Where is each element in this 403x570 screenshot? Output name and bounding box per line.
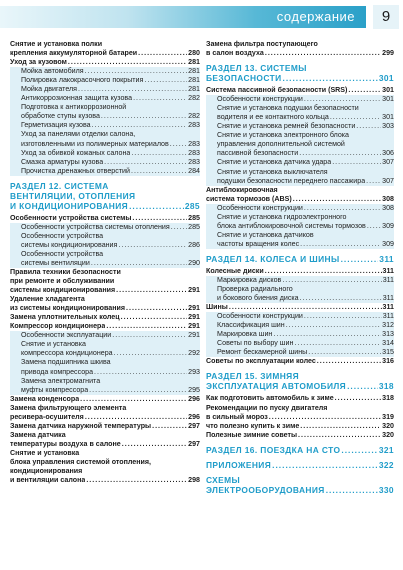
toc-entry-title: Особенности конструкции [217,312,303,321]
toc-entry-title: привода компрессора [21,367,94,376]
toc-entry-line: Снятие и установка полки [10,40,103,48]
dot-leader [152,422,187,431]
dot-leader [68,58,187,67]
toc-entry-title: в сильный мороз [206,412,268,421]
toc-entry-title: Особенности конструкции [217,203,303,212]
toc-entry[interactable] [10,140,200,149]
toc-entry[interactable] [10,313,200,322]
section-heading-line: СХЕМЫ [206,474,241,485]
toc-entry-title: Маркировка шин [217,330,273,339]
dot-leader [89,386,187,395]
dot-leader [78,85,187,94]
toc-entry-line: Замена фильтра поступающего [206,40,318,48]
toc-entry-page: 293 [188,367,200,376]
toc-entry-line: Подготовка к антикоррозионной [10,103,200,112]
toc-entry[interactable] [206,95,394,104]
toc-entry-page: 284 [188,166,200,175]
toc-entry-title: Замена датчика наружной температуры [10,421,152,430]
toc-entry-title: Уход за кузовом [10,58,67,67]
toc-entry-title: подушки безопасности переднего пассажира [217,176,366,185]
toc-entry-line: Снятие и установка электронного блока [206,131,394,140]
toc-entry-title: Снятие и установка ремней безопасности [217,122,356,131]
dot-leader [283,73,378,83]
dot-leader [118,241,187,250]
toc-entry-page: 298 [188,476,200,485]
toc-entry-page: 320 [382,421,394,430]
toc-entry-title: пассивной безопасности [217,149,299,158]
toc-entry-title: Советы по выбору шин [217,339,294,348]
dot-leader [367,222,381,231]
toc-entry[interactable] [10,349,200,358]
toc-entry[interactable] [206,222,394,231]
dot-leader [131,167,187,176]
toc-entry-title: Классификация шин [217,321,285,330]
toc-entry-line: Снятие и установка [10,448,80,457]
dot-leader [347,381,378,391]
toc-entry[interactable] [10,331,200,340]
toc-entry-page: 301 [382,86,394,95]
toc-entry[interactable] [206,339,394,348]
toc-entry-title: система тормозов (ABS) [206,194,292,203]
toc-entry-page: 308 [382,203,394,212]
section-heading-page: 321 [378,444,394,455]
toc-entry[interactable] [10,422,200,431]
toc-entry-page: 282 [188,112,200,121]
toc-entry-title: температуры воздуха в салоне [10,439,121,448]
section-heading-title: ПРИЛОЖЕНИЯ [206,459,272,470]
dot-leader [106,322,187,331]
toc-entry[interactable] [10,85,200,94]
toc-entry[interactable] [10,121,200,130]
section-heading-title: И КОНДИЦИОНИРОВАНИЯ [10,200,129,211]
toc-entry[interactable] [10,440,200,449]
page-header [0,0,403,34]
toc-entry-title: Уход за обивкой кожаных салона [21,148,131,157]
toc-entry[interactable] [206,276,394,285]
toc-entry-title: Замена конденсора [10,394,80,403]
toc-entry-line: кондиционирования [10,467,83,476]
toc-entry[interactable] [10,259,200,268]
toc-entry-title: частоты вращения колес [217,239,300,248]
toc-entry-line: Особенности устройства [10,250,200,259]
toc-entry-title: Мойка двигателя [21,85,78,94]
toc-entry-title: Полировка лакокрасочного покрытия [21,76,144,85]
section-heading[interactable] [206,371,394,391]
toc-entry-line: Рекомендации по пуску двигателя [206,403,328,412]
toc-entry-title: обработке ступы кузова [21,112,100,121]
toc-entry-page: 320 [382,430,394,439]
toc-column-right [206,40,394,498]
toc-entry-page: 281 [188,85,200,94]
toc-entry-title: Ремонт бескамерной шины [217,348,308,357]
toc-entry[interactable] [206,49,394,58]
toc-entry-title: Компрессор кондиционера [10,322,106,331]
section-heading-title: ЭЛЕКТРООБОРУДОВАНИЯ [206,484,325,495]
dot-leader [300,240,381,249]
toc-entry[interactable] [206,204,394,213]
toc-entry-title: Маркировка дисков [217,275,282,284]
toc-entry-title: из системы кондиционирования [10,304,126,313]
dot-leader [300,422,381,431]
section-heading[interactable] [206,254,394,264]
toc-entry-page: 285 [188,213,200,222]
toc-entry-page: 286 [188,240,200,249]
dot-leader [171,223,187,232]
dot-leader [121,313,188,322]
toc-entry-page: 301 [382,113,394,122]
dot-leader [293,195,381,204]
toc-entry-title: Снятие и установка датчика удара [217,158,332,167]
dot-leader [304,95,381,104]
dot-leader [122,440,187,449]
dot-leader [92,121,188,130]
toc-entry-title: Прочистка дренажных отверстий [21,166,130,175]
toc-entry[interactable] [206,177,394,186]
toc-entry-page: 281 [188,67,200,76]
toc-entry-page: 318 [382,394,394,403]
dot-leader [116,286,187,295]
toc-entry-title: Герметизация кузова [21,121,91,130]
toc-entry[interactable] [206,303,394,312]
toc-entry-page: 315 [382,348,394,357]
section-heading-page: 301 [378,73,394,84]
toc-entry[interactable] [206,357,394,366]
toc-entry[interactable] [10,214,200,223]
toc-entry[interactable] [206,413,394,422]
section-heading-line: ВЕНТИЛЯЦИИ, ОТОПЛЕНИЯ [10,190,136,201]
dot-leader [272,460,378,470]
toc-entry-title: блока антиблокировочной системы тормозов [217,221,366,230]
toc-entry-page: 297 [188,439,200,448]
toc-entry[interactable] [10,241,200,250]
toc-entry-line: Снятие и установка [10,340,200,349]
page-title: содержание [276,9,355,24]
toc-entry-page: 303 [382,122,394,131]
section-heading-page: 318 [378,381,394,392]
toc-entry[interactable] [10,476,200,485]
toc-entry-page: 311 [382,303,394,312]
dot-leader [326,485,378,495]
toc-entry-page: 316 [382,357,394,366]
toc-entry[interactable] [10,58,200,67]
toc-entry[interactable] [206,312,394,321]
toc-entry[interactable] [206,240,394,249]
toc-entry-title: в салон воздуха [206,49,264,58]
toc-entry[interactable] [206,149,394,158]
dot-leader [356,122,381,131]
dot-leader [348,86,381,95]
toc-entry[interactable] [10,413,200,422]
toc-entry-page: 312 [382,321,394,330]
toc-entry-page: 283 [188,139,200,148]
dot-leader [144,76,187,85]
toc-entry-page: 295 [188,385,200,394]
section-heading-final-line [206,381,394,391]
section-heading-title: РАЗДЕЛ 14. КОЛЕСА И ШИНЫ [206,253,340,264]
toc-entry-title: Смазка арматуры кузова [21,157,104,166]
dot-leader [299,149,381,158]
dot-leader [304,204,381,213]
section-heading[interactable] [206,460,394,470]
dot-leader [138,49,187,58]
dot-leader [129,201,184,211]
page-number: 9 [371,5,399,29]
toc-entry-line: при ремонте и обслуживании [10,277,115,286]
toc-entry-title: Колесные диски [206,266,264,275]
toc-entry-line: Удаление хладагента [10,295,85,304]
toc-entry-title: Шины [206,303,228,312]
section-heading-final-line [206,485,394,495]
dot-leader [114,349,188,358]
toc-entry-title: изготовленными из полимерных материалов [21,139,169,148]
toc-entry-line: Замена фильтрующего элемента [10,403,127,412]
section-heading-title: ЭКСПЛУАТАЦИЯ АВТОМОБИЛЯ [206,381,347,392]
section-heading-page: 311 [379,253,394,264]
dot-leader [286,321,381,330]
toc-entry-page: 311 [382,294,394,303]
dot-leader [282,276,381,285]
toc-entry-line: Снятие и установка датчиков [206,231,394,240]
dot-leader [341,445,377,455]
toc-entry-title: Как подготовить автомобиль к зиме [206,394,334,403]
toc-entry-page: 291 [188,322,200,331]
toc-entry-page: 311 [382,266,394,275]
toc-entry[interactable] [206,348,394,357]
dot-leader [131,149,187,158]
toc-entry-title: системы вентиляции [21,258,90,267]
toc-entry[interactable] [10,158,200,167]
dot-leader [300,294,382,303]
dot-leader [265,49,381,58]
dot-leader [366,177,381,186]
toc-entry-page: 291 [188,304,200,313]
dot-leader [126,304,187,313]
dot-leader [112,331,187,340]
dot-leader [308,348,381,357]
section-heading-final-line [206,254,394,264]
toc-entry[interactable] [10,304,200,313]
section-heading-final-line [206,73,394,83]
toc-entry[interactable] [206,294,394,303]
toc-entry-page: 308 [382,194,394,203]
toc-entry-page: 292 [188,349,200,358]
section-heading-final-line [206,445,394,455]
toc-entry[interactable] [10,49,200,58]
toc-entry-title: системы кондиционирования [21,240,118,249]
toc-entry-page: 306 [382,149,394,158]
toc-entry[interactable] [10,395,200,404]
section-heading-line: РАЗДЕЛ 15. ЗИМНЯЯ [206,371,299,382]
toc-entry[interactable] [10,368,200,377]
toc-entry-line: Замена электромагнита [10,377,200,386]
toc-entry-title: Советы по эксплуатации колес [206,357,316,366]
section-heading[interactable] [206,63,394,83]
dot-leader [332,158,381,167]
toc-entry-line: Проверка радиального [206,285,394,294]
toc-entry[interactable] [10,286,200,295]
toc-entry-page: 291 [188,331,200,340]
toc-entry-title: что полезно купить к зиме [206,421,300,430]
toc-entry[interactable] [206,431,394,440]
toc-entry-page: 307 [382,158,394,167]
toc-entry-page: 283 [188,148,200,157]
toc-entry-title: Замена уплотнительных колец [10,313,120,322]
toc-entry[interactable] [10,112,200,121]
dot-leader [341,254,379,264]
toc-entry[interactable] [206,330,394,339]
section-heading-final-line [206,460,394,470]
section-heading-title: РАЗДЕЛ 16. ПОЕЗДКА НА СТО [206,444,341,455]
toc-entry-page: 290 [188,258,200,267]
toc-entry[interactable] [10,94,200,103]
toc-entry[interactable] [10,386,200,395]
dot-leader [304,312,382,321]
toc-entry-page: 280 [188,49,200,58]
dot-leader [335,394,381,403]
toc-entry-page: 311 [382,312,394,321]
toc-entry[interactable] [206,422,394,431]
toc-entry-page: 309 [382,221,394,230]
toc-entry-page: 283 [188,121,200,130]
dot-leader [265,267,382,276]
section-heading-title: БЕЗОПАСНОСТИ [206,73,282,84]
toc-entry-title: и вентиляции салона [10,476,86,485]
toc-entry-page: 307 [382,176,394,185]
toc-entry-page: 283 [188,157,200,166]
section-heading[interactable] [10,181,200,211]
toc-entry-page: 297 [188,421,200,430]
toc-entry-title: Мойка автомобиля [21,67,84,76]
toc-entry-title: муфты компрессора [21,385,89,394]
toc-entry-line: Замена датчика [10,430,66,439]
toc-entry-page: 282 [188,94,200,103]
toc-entry[interactable] [206,267,394,276]
dot-leader [273,330,381,339]
section-heading-line: РАЗДЕЛ 13. СИСТЕМЫ [206,63,307,74]
section-heading-final-line [10,201,200,211]
dot-leader [94,368,187,377]
toc-column-left [10,40,200,485]
toc-entry-title: Полезные зимние советы [206,430,298,439]
toc-entry-line: Антиблокировочная [206,185,278,194]
toc-entry-page: 314 [382,339,394,348]
toc-entry-title: Антикоррозионная защита кузова [21,94,133,103]
toc-entry-line: Снятие и установка подушки безопасности [206,104,394,113]
toc-entry[interactable] [206,195,394,204]
dot-leader [294,339,381,348]
toc-entry-page: 296 [188,394,200,403]
section-heading-line: РАЗДЕЛ 12. СИСТЕМА [10,180,109,191]
toc-entry-title: ресивера-осушителя [10,412,84,421]
toc-entry-page: 291 [188,313,200,322]
dot-leader [132,214,187,223]
toc-entry-line: Особенности устройства [10,232,200,241]
toc-entry[interactable] [10,149,200,158]
toc-entry[interactable] [206,122,394,131]
dot-leader [298,431,381,440]
toc-entry-line: управления дополнительной системой [206,140,394,149]
toc-entry-title: системы кондиционирования [10,286,116,295]
toc-entry-title: и бокового биения диска [217,294,299,303]
section-heading[interactable] [206,445,394,455]
toc-entry[interactable] [206,86,394,95]
toc-entry-line: Уход за панелями отделки салона, [10,130,200,139]
toc-entry-page: 299 [382,49,394,58]
toc-entry-title: Система пассивной безопасности (SRS) [206,86,348,95]
toc-entry-line: Снятие и установка гидроэлектронного [206,213,394,222]
dot-leader [133,94,187,103]
toc-entry[interactable] [10,167,200,176]
toc-entry-title: Особенности эксплуатации [21,331,112,340]
toc-entry-page: 296 [188,412,200,421]
section-heading[interactable] [206,475,394,495]
section-heading-page: 322 [378,459,394,470]
toc-entry-page: 281 [188,58,200,67]
dot-leader [317,357,381,366]
toc-entry[interactable] [10,76,200,85]
toc-entry-page: 285 [188,222,200,231]
dot-leader [330,113,381,122]
section-heading-page: 330 [378,484,394,495]
toc-entry-title: Особенности конструкции [217,95,303,104]
dot-leader [86,476,187,485]
toc-entry-page: 311 [382,275,394,284]
dot-leader [170,140,187,149]
toc-entry-page: 309 [382,239,394,248]
dot-leader [91,259,187,268]
toc-entry[interactable] [206,158,394,167]
toc-entry-line: Правила техники безопасности [10,267,121,276]
dot-leader [269,413,381,422]
toc-entry[interactable] [10,223,200,232]
toc-entry-title: компрессора кондиционера [21,349,113,358]
dot-leader [104,158,187,167]
dot-leader [85,67,188,76]
toc-entry-title: водителя и ее контактного кольца [217,113,329,122]
dot-leader [101,112,187,121]
toc-entry-title: Особенности устройства системы [10,213,132,222]
toc-entry[interactable] [206,394,394,403]
toc-entry-page: 313 [382,330,394,339]
toc-entry-title: крепления аккумуляторной батареи [10,49,138,58]
dot-leader [85,413,187,422]
toc-entry-page: 301 [382,95,394,104]
toc-entry[interactable] [206,113,394,122]
toc-entry-line: Снятие и установка выключателя [206,168,394,177]
toc-entry-page: 291 [188,286,200,295]
dot-leader [229,303,382,312]
toc-entry[interactable] [206,321,394,330]
toc-entry[interactable] [10,322,200,331]
toc-entry-line: Замена подшипника шкива [10,358,200,367]
toc-entry-page: 281 [188,76,200,85]
toc-entry[interactable] [10,67,200,76]
dot-leader [80,395,187,404]
toc-entry-title: Особенности устройства системы отопления [21,222,170,231]
section-heading-page: 285 [184,200,200,211]
toc-entry-line: блока управления системой отопления, [10,457,151,466]
toc-entry-page: 319 [382,412,394,421]
